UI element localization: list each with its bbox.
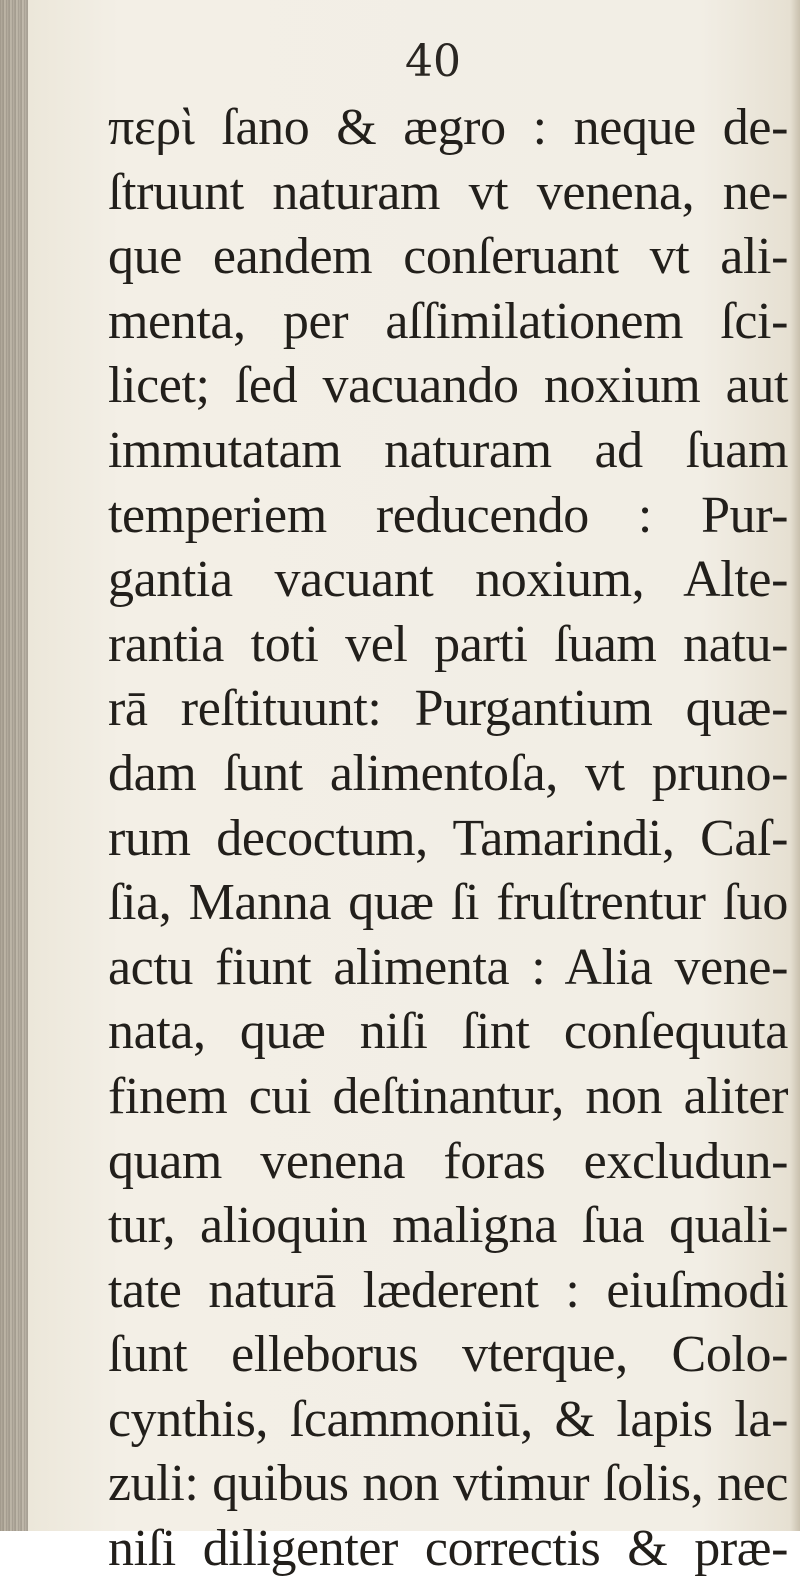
text-line: licet; ſed vacuando noxium aut <box>108 357 788 415</box>
text-line: nata, quæ niſi ſint conſequuta <box>108 1003 788 1061</box>
text-line: menta, per aſſimilationem ſci- <box>108 292 788 350</box>
text-line: ſunt elleborus vterque, Colo- <box>108 1326 788 1384</box>
text-line: tate naturā læderent : eiuſmodi <box>108 1261 788 1319</box>
text-line: gantia vacuant noxium, Alte- <box>108 551 788 609</box>
text-line: ſtruunt naturam vt venena, ne- <box>108 163 788 221</box>
body-text <box>108 96 788 1582</box>
text-line: temperiem reducendo : Pur- <box>108 486 788 544</box>
page-number: 40 <box>405 36 461 87</box>
text-line: zuli: quibus non vtimur ſolis, nec <box>108 1455 788 1513</box>
text-line: rā reſtituunt: Purgantium quæ- <box>108 680 788 738</box>
text-line: finem cui deſtinantur, non aliter <box>108 1067 788 1125</box>
text-line: niſi diligenter correctis & præ- <box>108 1520 788 1578</box>
text-line: rantia toti vel parti ſuam natu- <box>108 615 788 673</box>
text-line: περὶ ſano & ægro : neque de- <box>108 99 788 156</box>
text-line: actu fiunt alimenta : Alia vene- <box>108 938 788 996</box>
page-binding-edge <box>0 0 28 1531</box>
text-line: immutatam naturam ad ſuam <box>108 421 788 479</box>
text-line: dam ſunt alimentoſa, vt pruno- <box>108 744 788 802</box>
text-line: tur, alioquin maligna ſua quali- <box>108 1197 788 1255</box>
text-line: que eandem conſeruant vt ali- <box>108 228 788 286</box>
text-line: ſia, Manna quæ ſi fruſtrentur ſuo <box>108 874 788 932</box>
page-right-edge <box>790 0 800 1531</box>
text-line: cynthis, ſcammoniū, & lapis la- <box>108 1390 788 1448</box>
text-line: quam venena foras excludun- <box>108 1132 788 1190</box>
text-line: rum decoctum, Tamarindi, Caſ- <box>108 809 788 867</box>
